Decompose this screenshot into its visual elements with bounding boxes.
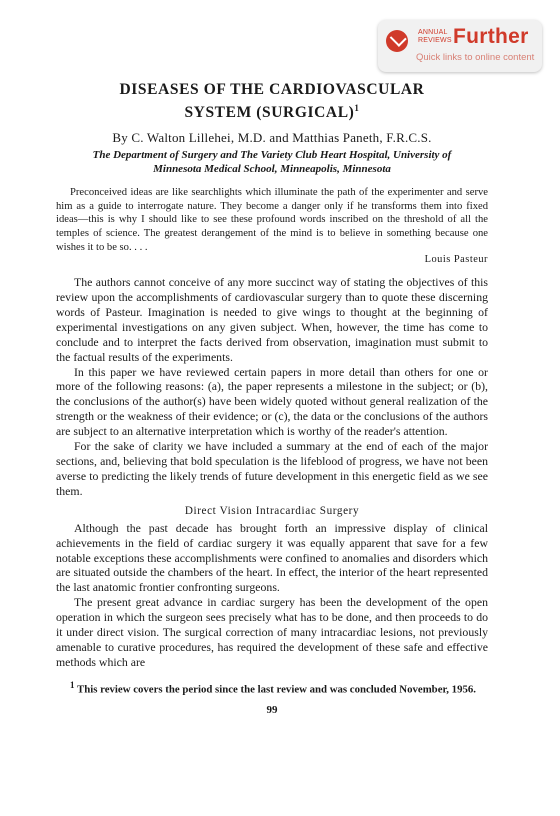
- title-footnote-mark: 1: [354, 103, 360, 113]
- article-page: [56, 80, 488, 716]
- annual-reviews-logo: ANNUAL REVIEWS: [418, 29, 452, 44]
- page-number: 99: [266, 704, 278, 717]
- epigraph-quote: Preconceived ideas are like searchlights which illuminate the path of the experimenter and serve him as a guide to interrogate nature. They become a danger only if he transforms them into fixed ideas—this is why I should like to see these profound words inscribed on the threshold of all the temples of science. The greatest derangement of the mind is to believe in something because one wishes it to be so. . . .: [56, 187, 488, 253]
- footnote-mark: 1: [70, 679, 75, 690]
- article-authors: By C. Walton Lillehei, M.D. and Matthias Paneth, F.R.C.S.: [112, 130, 432, 146]
- further-badge[interactable]: [378, 20, 542, 72]
- paragraph: Although the past decade has brought forth an impressive display of clinical achievements in the field of cardiac surgery it was equally apparent that save for a few notable exceptions these accomplishments were confined to anomalies and disorders which are situated outside the chambers of the heart. In effect, the interior of the heart represented the last anatomic frontier confronting surgeons.: [56, 520, 488, 595]
- epigraph-attribution: Louis Pasteur: [424, 254, 488, 266]
- paragraph: In this paper we have reviewed certain papers in more detail than others for one or more of the following reasons: (a), the paper represents a milestone in the subject; or (b), the conclusions of the author(s) have been widely quoted without general realization of the strength or the weakness of their evidence; or (c), the data or the conclusions of the authors are subject to an alternative interpretation which is worthy of the reader's attention.: [56, 364, 488, 439]
- further-label: Further: [453, 25, 529, 48]
- paragraph: For the sake of clarity we have included a summary at the end of each of the major sections, and, believing that bold speculation is the lifeblood of progress, we have not been averse to predicting the likely trends of future development in this energetic field as we see them.: [56, 439, 488, 498]
- article-title: DISEASES OF THE CARDIOVASCULAR SYSTEM (SURGICAL)$^1$: [119, 81, 425, 122]
- paragraph: The present great advance in cardiac surgery has been the development of the open operation in which the surgeon sees precisely what has to be done, and then proceeds to do it under direct vision. The surgical correction of many intracardiac lesions, not previously amenable to curative procedures, has required the development of these safe and effective methods which are: [56, 595, 488, 669]
- paragraph: The authors cannot conceive of any more succinct way of stating the objectives of this review upon the accomplishments of cardiovascular surgery than to quote these discerning words of Pasteur. Imagination is needed to give wings to thought at the beginning of experimental investigations on any given subject. When, however, the time has come to conclude and to interpret the facts derived from observation, imagination must submit to the factual results of the experiments.: [56, 275, 488, 364]
- section-heading: Direct Vision Intracardiac Surgery: [184, 504, 360, 517]
- footnote: $^1$ This review covers the period since the last review and was concluded November, 1956.: [70, 679, 476, 696]
- article-affiliation: The Department of Surgery and The Variety Club Heart Hospital, University of Minnesota Medical School, Minneapolis, Minnesota: [92, 149, 452, 176]
- further-subtitle: Quick links to online content: [416, 52, 535, 63]
- article-body: [56, 275, 488, 670]
- further-link-icon: [386, 30, 408, 52]
